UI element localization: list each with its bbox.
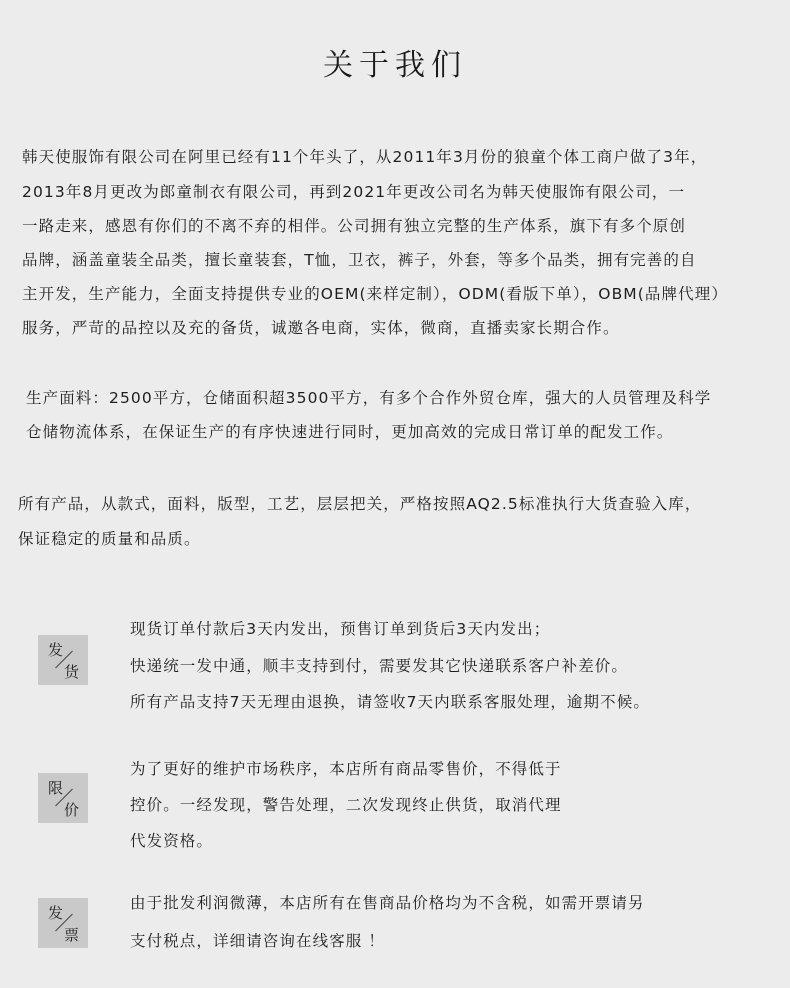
badge-char: 发 [48, 641, 64, 659]
intro-line: 品牌，涵盖童装全品类，擅长童装套，T恤，卫衣，裤子，外套，等多个品类，拥有完善的自 [22, 251, 697, 269]
invoice-line: 由于批发利润微薄，本店所有在售商品价格均为不含税，如需开票请另 [130, 894, 645, 912]
quality-line: 所有产品，从款式，面料，版型，工艺，层层把关，严格按照AQ2.5标准执行大货查验入库， [18, 495, 702, 513]
badge-char: 发 [48, 904, 64, 922]
shipping-line: 现货订单付款后3天内发出，预售订单到货后3天内发出； [130, 620, 551, 638]
quality-line: 保证稳定的质量和品质。 [18, 530, 201, 548]
badge-char: 限 [48, 779, 64, 797]
invoice-line: 支付税点，详细请咨询在线客服 ！ [130, 932, 386, 950]
invoice-badge [38, 898, 88, 948]
intro-line: 韩天使服饰有限公司在阿里已经有11个年头了，从2011年3月份的狼童个体工商户做了3年， [22, 148, 708, 166]
price-control-line: 为了更好的维护市场秩序，本店所有商品零售价，不得低于 [130, 760, 562, 778]
intro-line: 服务，严苛的品控以及充的备货，诚邀各电商，实体，微商，直播卖家长期合作。 [22, 319, 620, 337]
price-control-line: 控价。一经发现，警告处理，二次发现终止供货，取消代理 [130, 796, 562, 814]
badge-char: 价 [64, 801, 80, 819]
intro-line: 一路走来，感恩有你们的不离不弃的相伴。公司拥有独立完整的生产体系，旗下有多个原创 [22, 217, 687, 235]
facility-line: 生产面料：2500平方，仓储面积超3500平方，有多个合作外贸仓库，强大的人员管理及科学 [26, 389, 712, 407]
price-control-line: 代发资格。 [130, 832, 214, 850]
shipping-line: 所有产品支持7天无理由退换，请签收7天内联系客服处理，逾期不候。 [130, 693, 650, 711]
shipping-line: 快递统一发中通，顺丰支持到付，需要发其它快递联系客户补差价。 [130, 657, 629, 675]
shipping-badge [38, 635, 88, 685]
price-control-badge [38, 773, 88, 823]
badge-char: 票 [64, 926, 80, 944]
facility-line: 仓储物流体系，在保证生产的有序快速进行同时，更加高效的完成日常订单的配发工作。 [26, 423, 674, 441]
badge-char: 货 [64, 663, 80, 681]
intro-line: 主开发，生产能力，全面支持提供专业的OEM(来样定制），ODM(看版下单），OBM(品牌代理） [22, 285, 728, 303]
page-title: 关于我们 [323, 48, 467, 83]
intro-line: 2013年8月更改为郎童制衣有限公司，再到2021年更改公司名为韩天使服饰有限公司，一 [22, 183, 686, 201]
